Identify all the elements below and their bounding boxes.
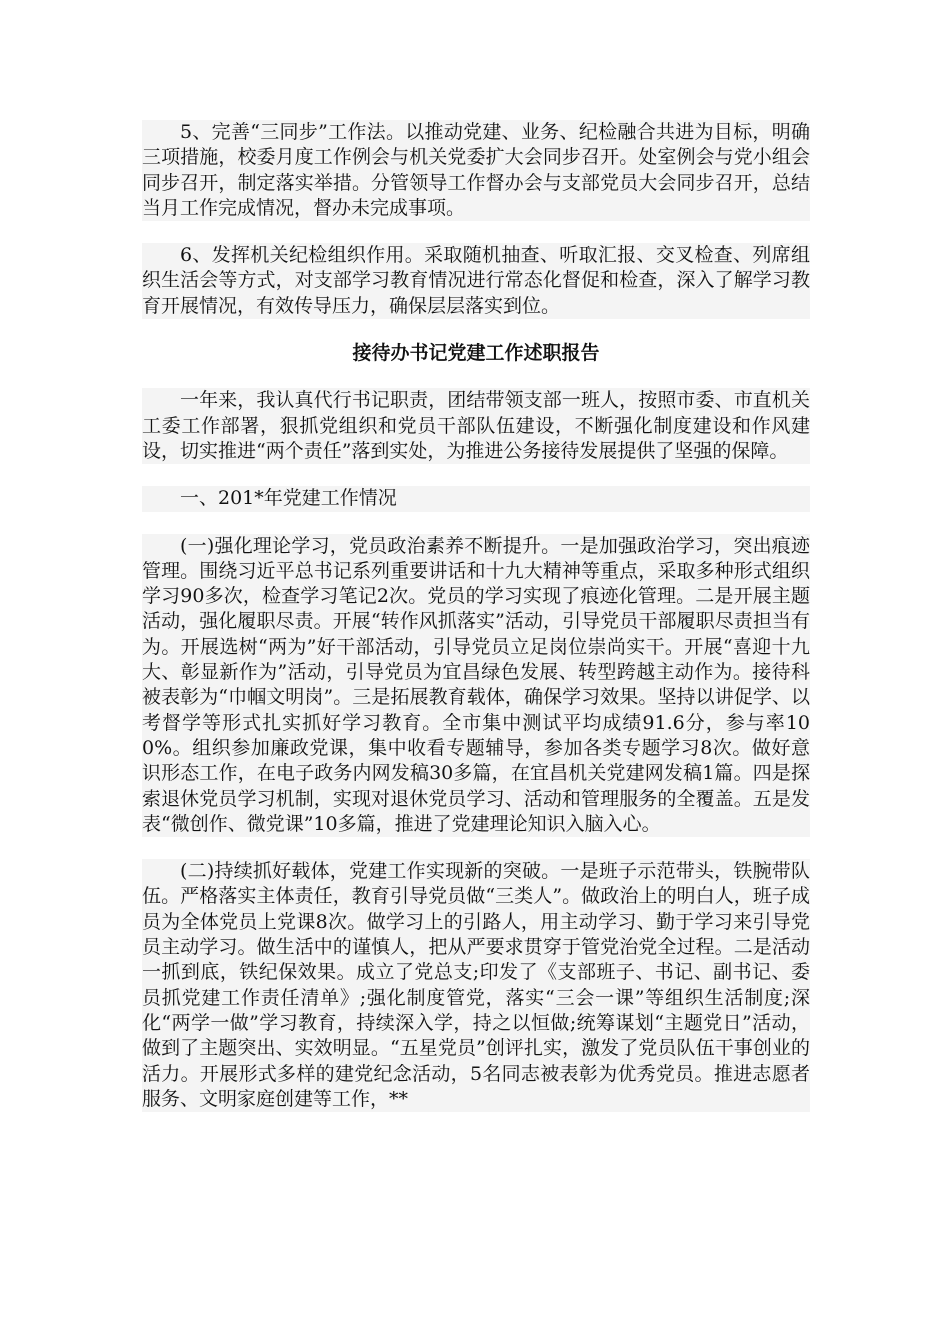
document-page [142,120,810,1134]
section-heading: 一、201*年党建工作情况 [142,486,810,511]
intro-paragraph: 一年来，我认真代行书记职责，团结带领支部一班人，按照市委、市直机关工委工作部署，狠抓党组织和党员干部队伍建设，不断强化制度建设和作风建设，切实推进“两个责任”落到实处，为推进公务接待发展提供了坚强的保障。 [142,388,810,464]
section-paragraph-carriers: (二)持续抓好载体，党建工作实现新的突破。一是班子示范带头，铁腕带队伍。严格落实主体责任，教育引导党员做“三类人”。做政治上的明白人，班子成员为全体党员上党课8次。做学习上的引路人，用主动学习、勤于学习来引导党员主动学习。做生活中的谨慎人，把从严要求贯穿于管党治党全过程。二是活动一抓到底，铁纪保效果。成立了党总支;印发了《支部班子、书记、副书记、委员抓党建工作责任清单》;强化制度管党，落实“三会一课”等组织生活制度;深化“两学一做”学习教育，持续深入学，持之以恒做;统筹谋划“主题党日”活动，做到了主题突出、实效明显。“五星党员”创评扎实，激发了党员队伍干事创业的活力。开展形式多样的建党纪念活动，5名同志被表彰为优秀党员。推进志愿者服务、文明家庭创建等工作，** [142,859,810,1112]
section-paragraph-theory-study: (一)强化理论学习，党员政治素养不断提升。一是加强政治学习，突出痕迹管理。围绕习近平总书记系列重要讲话和十九大精神等重点，采取多种形式组织学习90多次，检查学习笔记2次。党员的学习实现了痕迹化管理。二是开展主题活动，强化履职尽责。开展“转作风抓落实”活动，引导党员干部履职尽责担当有为。开展选树“两为”好干部活动，引导党员立足岗位崇尚实干。开展“喜迎十九大、彰显新作为”活动，引导党员为宜昌绿色发展、转型跨越主动作为。接待科被表彰为“巾帼文明岗”。三是拓展教育载体，确保学习效果。坚持以讲促学、以考督学等形式扎实抓好学习教育。全市集中测试平均成绩91.6分，参与率100%。组织参加廉政党课，集中收看专题辅导，参加各类专题学习8次。做好意识形态工作，在电子政务内网发稿30多篇，在宜昌机关党建网发稿1篇。四是探索退休党员学习机制，实现对退休党员学习、活动和管理服务的全覆盖。五是发表“微创作、微党课”10多篇，推进了党建理论知识入脑入心。 [142,534,810,838]
paragraph-six-discipline: 6、发挥机关纪检组织作用。采取随机抽查、听取汇报、交叉检查、列席组织生活会等方式，对支部学习教育情况进行常态化督促和检查，深入了解学习教育开展情况，有效传导压力，确保层层落实到位。 [142,243,810,319]
paragraph-five-three-sync: 5、完善“三同步”工作法。以推动党建、业务、纪检融合共进为目标，明确三项措施，校委月度工作例会与机关党委扩大会同步召开。处室例会与党小组会同步召开，制定落实举措。分管领导工作督办会与支部党员大会同步召开，总结当月工作完成情况，督办未完成事项。 [142,120,810,221]
report-title: 接待办书记党建工作述职报告 [352,342,600,365]
